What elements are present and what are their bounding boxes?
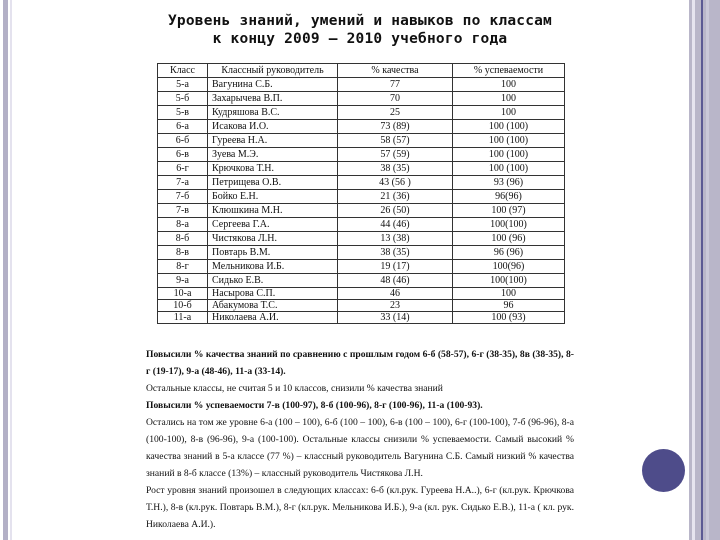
- table-row: [158, 120, 565, 134]
- table-row: [158, 106, 565, 120]
- cell-class: 10-а: [158, 288, 208, 300]
- header-progress: % успеваемости: [453, 64, 565, 78]
- cell-teacher: Исакова И.О.: [208, 120, 338, 134]
- header-teacher: Классный руководитель: [208, 64, 338, 78]
- cell-progress: 100 (93): [453, 312, 565, 324]
- table-row: [158, 92, 565, 106]
- table-row: [158, 260, 565, 274]
- table-row: [158, 218, 565, 232]
- table-row: [158, 134, 565, 148]
- table-row: [158, 288, 565, 300]
- cell-teacher: Абакумова Т.С.: [208, 300, 338, 312]
- cell-progress: 100(100): [453, 218, 565, 232]
- cell-class: 7-а: [158, 176, 208, 190]
- table-row: [158, 300, 565, 312]
- cell-class: 6-в: [158, 148, 208, 162]
- table-row: [158, 312, 565, 324]
- cell-progress: 100(96): [453, 260, 565, 274]
- cell-progress: 96: [453, 300, 565, 312]
- cell-teacher: Захарычева В.П.: [208, 92, 338, 106]
- cell-quality: 38 (35): [338, 246, 453, 260]
- cell-progress: 100: [453, 78, 565, 92]
- left-frame-bar: [3, 0, 8, 540]
- cell-quality: 57 (59): [338, 148, 453, 162]
- table-row: [158, 204, 565, 218]
- cell-quality: 77: [338, 78, 453, 92]
- cell-class: 7-в: [158, 204, 208, 218]
- cell-quality: 38 (35): [338, 162, 453, 176]
- table-row: [158, 78, 565, 92]
- cell-quality: 73 (89): [338, 120, 453, 134]
- cell-teacher: Зуева М.Э.: [208, 148, 338, 162]
- paragraph-growth: Рост уровня знаний произошел в следующих классах: 6-б (кл.рук. Гуреева Н.А..), 6-г (кл.рук. Крючкова Т.Н.), 8-в (кл.рук. Повтарь В.М.), 8-г (кл.рук. Мельникова И.Б.), 9-а (кл. рук. Сидько Е.В.), 11-а ( кл. рук. Николаева А.И.).: [146, 485, 574, 530]
- paragraph-quality-increase: Повысили % качества знаний по сравнению с прошлым годом 6-б (58-57), 6-г (38-35), 8в (38-35), 8-г (19-17), 9-а (48-46), 11-а (33-14).: [146, 349, 574, 377]
- cell-class: 10-б: [158, 300, 208, 312]
- analysis-text: [146, 346, 574, 533]
- cell-quality: 58 (57): [338, 134, 453, 148]
- cell-quality: 43 (56 ): [338, 176, 453, 190]
- cell-quality: 13 (38): [338, 232, 453, 246]
- cell-quality: 25: [338, 106, 453, 120]
- cell-class: 6-г: [158, 162, 208, 176]
- document-title: [140, 12, 580, 48]
- cell-class: 8-в: [158, 246, 208, 260]
- cell-quality: 46: [338, 288, 453, 300]
- cell-teacher: Сергеева Г.А.: [208, 218, 338, 232]
- paragraph-same-level: Остались на том же уровне 6-а (100 – 100), 6-б (100 – 100), 6-в (100 – 100), 6-г (100-100), 7-б (96-96), 8-а (100-100), 8-в (96-96), 9-а (100-100). Остальные классы снизили % успеваемости. Самый высокий % качества знаний в 5-а классе (77 %) – классный руководитель Вагунина С.Б. Самый низкий % качества знаний в 8-б классе (13%) – классный руководитель Чистякова Л.Н.: [146, 417, 574, 479]
- cell-teacher: Насырова С.П.: [208, 288, 338, 300]
- cell-progress: 100(100): [453, 274, 565, 288]
- left-frame-line: [10, 0, 12, 540]
- paragraph-quality-decrease: Остальные классы, не считая 5 и 10 классов, снизили % качества знаний: [146, 383, 443, 394]
- table-row: [158, 162, 565, 176]
- cell-progress: 100: [453, 106, 565, 120]
- right-frame-line: [692, 0, 695, 540]
- cell-progress: 100 (96): [453, 232, 565, 246]
- cell-progress: 96 (96): [453, 246, 565, 260]
- cell-teacher: Сидько Е.В.: [208, 274, 338, 288]
- cell-class: 5-в: [158, 106, 208, 120]
- table-row: [158, 246, 565, 260]
- results-table: [157, 63, 565, 324]
- table-row: [158, 176, 565, 190]
- cell-quality: 21 (36): [338, 190, 453, 204]
- title-line-1: Уровень знаний, умений и навыков по классам: [168, 13, 552, 29]
- cell-teacher: Петрищева О.В.: [208, 176, 338, 190]
- table-row: [158, 232, 565, 246]
- cell-class: 5-а: [158, 78, 208, 92]
- cell-class: 9-а: [158, 274, 208, 288]
- cell-teacher: Повтарь В.М.: [208, 246, 338, 260]
- cell-teacher: Кудряшова В.С.: [208, 106, 338, 120]
- cell-progress: 100 (100): [453, 162, 565, 176]
- cell-progress: 100 (100): [453, 134, 565, 148]
- cell-class: 6-а: [158, 120, 208, 134]
- cell-progress: 100 (97): [453, 204, 565, 218]
- cell-progress: 100: [453, 288, 565, 300]
- cell-teacher: Гуреева Н.А.: [208, 134, 338, 148]
- cell-class: 8-а: [158, 218, 208, 232]
- cell-progress: 100 (100): [453, 148, 565, 162]
- decorative-circle: [642, 449, 685, 492]
- cell-teacher: Клюшкина М.Н.: [208, 204, 338, 218]
- cell-quality: 44 (46): [338, 218, 453, 232]
- cell-teacher: Чистякова Л.Н.: [208, 232, 338, 246]
- cell-progress: 100 (100): [453, 120, 565, 134]
- cell-class: 5-б: [158, 92, 208, 106]
- table-header-row: [158, 64, 565, 78]
- cell-quality: 23: [338, 300, 453, 312]
- cell-progress: 96(96): [453, 190, 565, 204]
- cell-teacher: Вагунина С.Б.: [208, 78, 338, 92]
- title-line-2: к концу 2009 – 2010 учебного года: [212, 31, 508, 47]
- table-row: [158, 274, 565, 288]
- paragraph-progress-increase: Повысили % успеваемости 7-в (100-97), 8-б (100-96), 8-г (100-96), 11-а (100-93).: [146, 400, 483, 411]
- cell-quality: 33 (14): [338, 312, 453, 324]
- cell-progress: 100: [453, 92, 565, 106]
- cell-class: 7-б: [158, 190, 208, 204]
- table-row: [158, 190, 565, 204]
- cell-class: 8-б: [158, 232, 208, 246]
- cell-teacher: Мельникова И.Б.: [208, 260, 338, 274]
- header-quality: % качества: [338, 64, 453, 78]
- cell-class: 8-г: [158, 260, 208, 274]
- cell-class: 11-а: [158, 312, 208, 324]
- cell-class: 6-б: [158, 134, 208, 148]
- cell-teacher: Николаева А.И.: [208, 312, 338, 324]
- cell-progress: 93 (96): [453, 176, 565, 190]
- cell-quality: 19 (17): [338, 260, 453, 274]
- header-class: Класс: [158, 64, 208, 78]
- right-frame-line: [701, 0, 703, 540]
- cell-quality: 48 (46): [338, 274, 453, 288]
- cell-quality: 70: [338, 92, 453, 106]
- table-row: [158, 148, 565, 162]
- cell-teacher: Бойко Е.Н.: [208, 190, 338, 204]
- cell-teacher: Крючкова Т.Н.: [208, 162, 338, 176]
- right-frame-line: [706, 0, 709, 540]
- cell-quality: 26 (50): [338, 204, 453, 218]
